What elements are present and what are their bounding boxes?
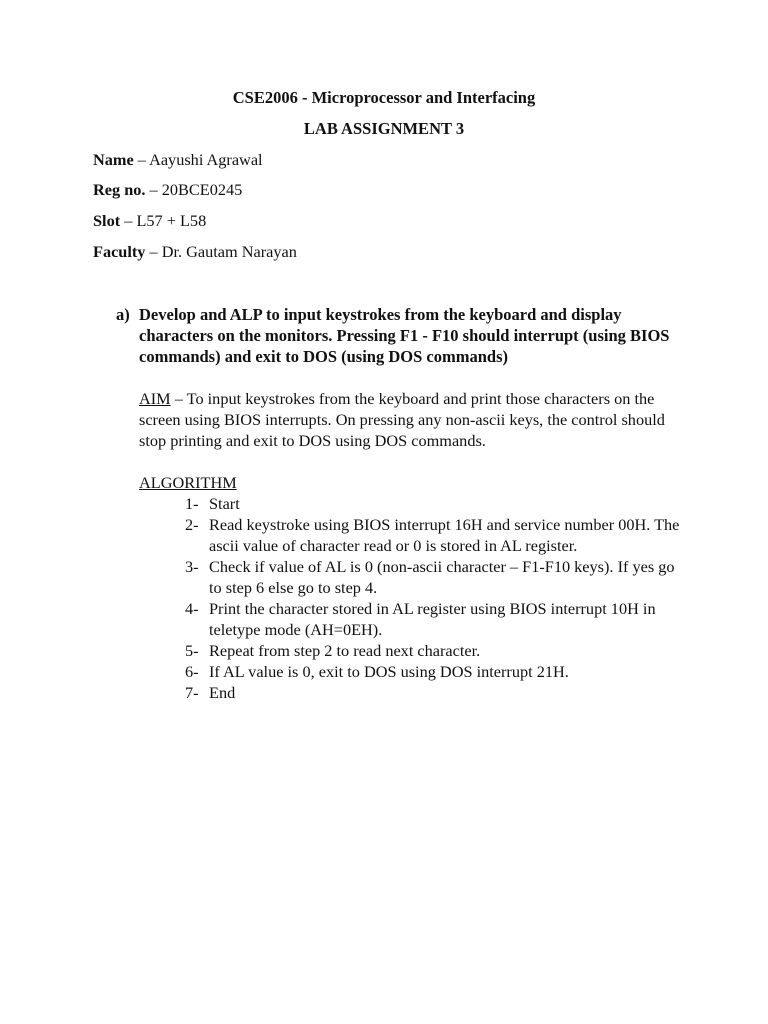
algorithm-step <box>185 556 685 598</box>
faculty-value: Dr. Gautam Narayan <box>161 242 297 261</box>
algorithm-step <box>185 682 685 703</box>
algorithm-step <box>185 598 685 640</box>
algorithm-step <box>185 661 685 682</box>
reg-separator: – <box>145 180 162 199</box>
step-number: 5- <box>185 641 199 660</box>
reg-label: Reg no. <box>93 180 146 199</box>
step-text: Check if value of AL is 0 (non-ascii character – F1-F10 keys). If yes go to step 6 else go to step 4. <box>209 557 675 597</box>
question-text: Develop and ALP to input keystrokes from the keyboard and display characters on the monitors. Pressing F1 - F10 should interrupt (using BIOS commands) and exit to DOS (using DOS commands) <box>139 305 670 366</box>
name-label: Name <box>93 150 134 169</box>
algorithm-step <box>185 514 685 556</box>
slot-field <box>93 211 206 231</box>
name-field <box>93 150 263 170</box>
question-a <box>116 304 686 367</box>
step-text: Read keystroke using BIOS interrupt 16H and service number 00H. The ascii value of character read or 0 is stored in AL register. <box>209 515 680 555</box>
algorithm-step <box>185 493 685 514</box>
question-marker: a) <box>116 305 130 324</box>
step-number: 6- <box>185 662 199 681</box>
faculty-field <box>93 242 297 262</box>
step-number: 3- <box>185 557 199 576</box>
faculty-label: Faculty <box>93 242 146 261</box>
step-text: Print the character stored in AL register using BIOS interrupt 10H in teletype mode (AH=0EH). <box>209 599 656 639</box>
step-text: Start <box>209 494 240 513</box>
step-text: Repeat from step 2 to read next character. <box>209 641 481 660</box>
step-number: 1- <box>185 494 199 513</box>
aim-paragraph <box>139 388 684 451</box>
name-separator: – <box>133 150 150 169</box>
assignment-title: LAB ASSIGNMENT 3 <box>303 119 465 138</box>
faculty-separator: – <box>145 242 162 261</box>
course-title: CSE2006 - Microprocessor and Interfacing <box>232 88 536 107</box>
algorithm-step <box>185 640 685 661</box>
slot-value: L57 + L58 <box>136 211 207 230</box>
algorithm-heading: ALGORITHM <box>139 473 237 492</box>
algorithm-steps <box>185 493 685 703</box>
slot-separator: – <box>120 211 137 230</box>
reg-field <box>93 180 242 200</box>
step-number: 7- <box>185 683 199 702</box>
slot-label: Slot <box>93 211 121 230</box>
aim-text: – To input keystrokes from the keyboard and print those characters on the screen using BIOS interrupts. On pressing any non-ascii keys, the control should stop printing and exit to DOS using DOS commands. <box>139 389 665 450</box>
name-value: Aayushi Agrawal <box>149 150 263 169</box>
aim-label: AIM <box>139 389 171 408</box>
step-number: 2- <box>185 515 199 534</box>
step-number: 4- <box>185 599 199 618</box>
step-text: End <box>209 683 236 702</box>
step-text: If AL value is 0, exit to DOS using DOS interrupt 21H. <box>209 662 569 681</box>
reg-value: 20BCE0245 <box>161 180 243 199</box>
